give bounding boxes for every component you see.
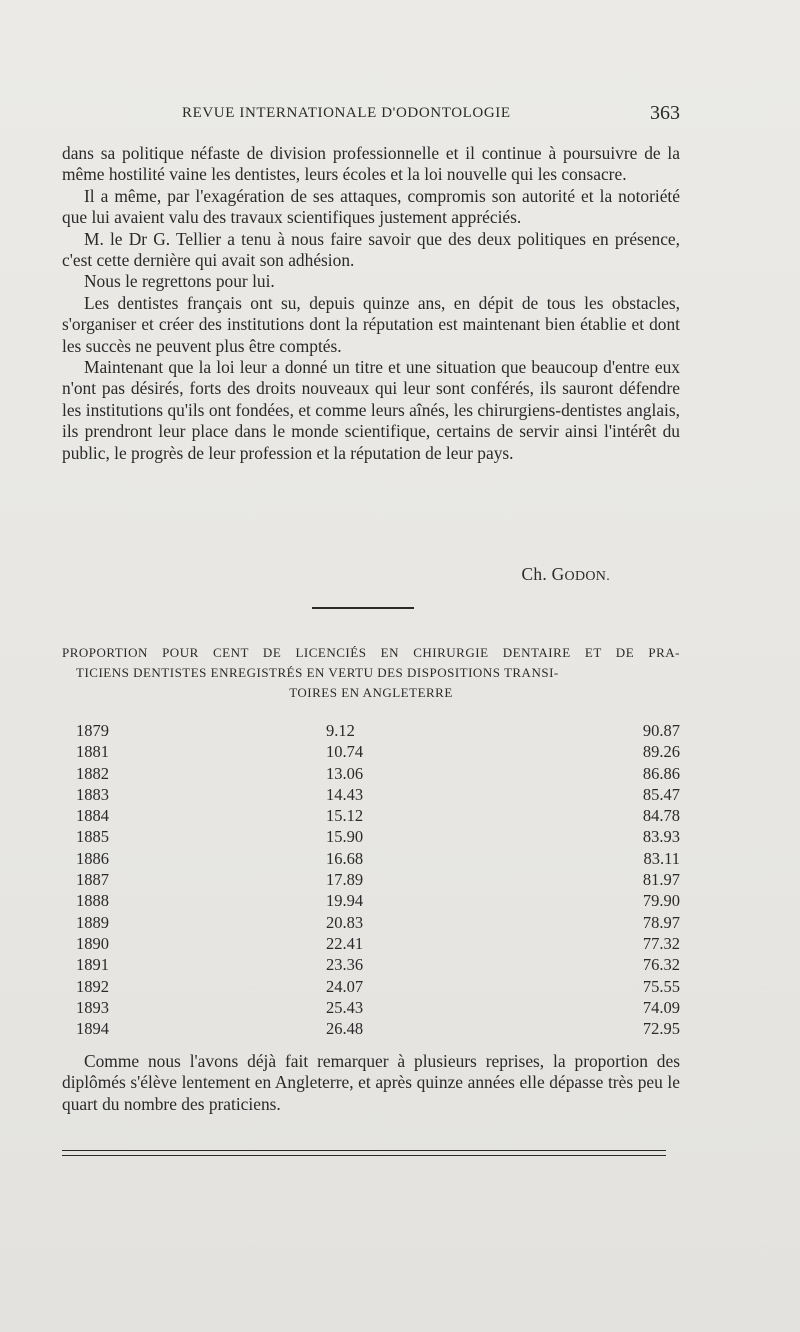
page-header: [62, 102, 680, 129]
year-cell: 1890: [76, 933, 109, 953]
licenciate-percent-cell: 23.36: [326, 955, 364, 975]
table-row: [76, 849, 680, 870]
practitioner-percent-cell: 85.47: [642, 784, 680, 804]
caption-line-1: PROPORTION POUR CENT DE LICENCIÉS EN CHIRURGIE DENTAIRE ET DE PRA-: [62, 645, 680, 660]
paragraph-1: dans sa politique néfaste de division professionnelle et il continue à poursuivre de la même hostilité vaine les dentistes, leurs écoles et la loi nouvelle qui les consacre.: [62, 143, 680, 185]
licenciate-percent-cell: 22.41: [326, 933, 364, 953]
year-cell: 1884: [76, 806, 109, 826]
licenciate-percent-cell: 15.90: [326, 827, 364, 847]
licenciate-percent-cell: 24.07: [326, 976, 364, 996]
year-cell: 1893: [76, 997, 109, 1017]
paragraph-2: Il a même, par l'exagération de ses attaques, compromis son autorité et la notoriété que lui avaient valu des travaux scientifiques justement appréciés.: [62, 185, 680, 228]
practitioner-percent-cell: 76.32: [642, 955, 680, 975]
year-cell: 1894: [76, 1019, 109, 1039]
practitioner-percent-cell: 77.32: [642, 933, 680, 953]
closing-paragraph: [62, 1051, 680, 1115]
end-double-rule: [62, 1150, 666, 1156]
table-row: [76, 1019, 680, 1040]
section-separator: [312, 607, 414, 609]
paragraph-6: Maintenant que la loi leur a donné un titre et une situation que beaucoup d'entre eux n'ont pas désirés, forts des droits nouveaux qui leur sont conférés, ils sauront défendre les institutions qu'ils ont fondées, et comme leurs aînés, les chirurgiens-dentistes anglais, ils prendront leur place dans le monde scientifique, certains de servir ainsi l'intérêt du public, le progrès de leur profession et la réputation de leur pays.: [62, 357, 680, 463]
caption-line-3: TOIRES EN ANGLETERRE: [289, 685, 453, 700]
practitioner-percent-cell: 72.95: [642, 1019, 680, 1039]
table-row: [76, 827, 680, 848]
page-number: 363: [650, 102, 680, 124]
year-cell: 1892: [76, 976, 109, 996]
table-row: [76, 806, 680, 827]
practitioner-percent-cell: 78.97: [642, 912, 680, 932]
practitioner-percent-cell: 83.93: [642, 827, 680, 847]
table-row: [76, 955, 680, 976]
practitioner-percent-cell: 79.90: [642, 891, 680, 911]
year-cell: 1883: [76, 784, 109, 804]
practitioner-percent-cell: 89.26: [642, 742, 680, 762]
licenciate-percent-cell: 16.68: [326, 848, 364, 868]
paragraph-3: M. le Dr G. Tellier a tenu à nous faire savoir que des deux politiques en présence, c'est cette dernière qui avait son adhésion.: [62, 228, 680, 271]
year-cell: 1881: [76, 742, 109, 762]
licenciate-percent-cell: 17.89: [326, 870, 364, 890]
table-row: [76, 742, 680, 763]
author-signature: [62, 564, 610, 585]
table-row: [76, 998, 680, 1019]
closing-text: Comme nous l'avons déjà fait remarquer à plusieurs reprises, la proportion des diplômés s'élève lentement en Angleterre, et après quinze années elle dépasse très peu le quart du nombre des praticiens.: [62, 1051, 680, 1114]
table-row: [76, 977, 680, 998]
licenciate-percent-cell: 20.83: [326, 912, 364, 932]
practitioner-percent-cell: 84.78: [642, 806, 680, 826]
licenciate-percent-cell: 14.43: [326, 784, 364, 804]
licenciate-percent-cell: 19.94: [326, 891, 364, 911]
year-cell: 1889: [76, 912, 109, 932]
practitioner-percent-cell: 81.97: [642, 870, 680, 890]
year-cell: 1879: [76, 721, 109, 740]
licenciate-percent-cell: 13.06: [326, 763, 364, 783]
table-row: [76, 785, 680, 806]
practitioner-percent-cell: 83.11: [643, 848, 680, 868]
running-title: REVUE INTERNATIONALE D'ODONTOLOGIE: [182, 105, 511, 121]
year-cell: 1886: [76, 848, 109, 868]
year-cell: 1891: [76, 955, 109, 975]
table-row: [76, 913, 680, 934]
caption-line-2: TICIENS DENTISTES ENREGISTRÉS EN VERTU DES DISPOSITIONS TRANSI-: [76, 665, 559, 680]
practitioner-percent-cell: 75.55: [642, 976, 680, 996]
licenciate-percent-cell: 26.48: [326, 1019, 364, 1039]
signature-smallcaps: ODON.: [564, 569, 610, 584]
practitioner-percent-cell: 74.09: [642, 997, 680, 1017]
licenciate-percent-cell: 9.12: [326, 721, 355, 740]
year-cell: 1885: [76, 827, 109, 847]
table-row: [76, 891, 680, 912]
table-caption: [62, 643, 680, 703]
article-body: [62, 143, 680, 464]
practitioner-percent-cell: 90.87: [642, 721, 680, 740]
licenciate-percent-cell: 25.43: [326, 997, 364, 1017]
table-row: [76, 721, 680, 742]
licenciate-percent-cell: 10.74: [326, 742, 364, 762]
signature-name: Ch. G: [521, 564, 565, 584]
licenciate-percent-cell: 15.12: [326, 806, 364, 826]
practitioner-percent-cell: 86.86: [642, 763, 680, 783]
year-cell: 1887: [76, 870, 109, 890]
paragraph-4: Nous le regrettons pour lui.: [84, 271, 275, 292]
table-row: [76, 870, 680, 891]
statistics-table: [76, 721, 680, 1040]
paragraph-5: Les dentistes français ont su, depuis quinze ans, en dépit de tous les obstacles, s'organiser et créer des institutions dont la réputation est maintenant bien établie et dont les succès ne peuvent plus être comptés.: [62, 292, 680, 356]
year-cell: 1882: [76, 763, 109, 783]
table-row: [76, 764, 680, 785]
table-row: [76, 934, 680, 955]
year-cell: 1888: [76, 891, 109, 911]
